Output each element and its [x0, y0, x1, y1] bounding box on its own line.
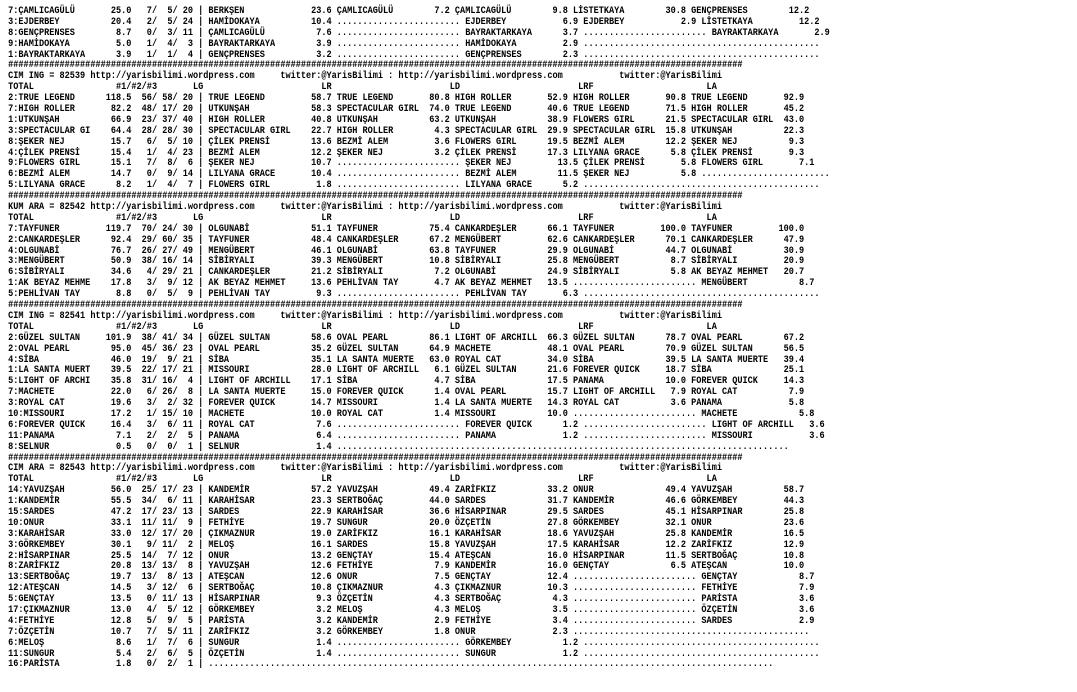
race-header: CIM ARA = 82543 http://yarisbilimi.wordpress.com twitter:@YarisBilimi : http://yarisbilimi.wordpress.com twitter:@YarisBilimi	[8, 462, 722, 475]
horse-row: 7:ÇAMLICAGÜLÜ 25.0 7/ 5/ 20 | BERKŞEN 23.6 ÇAMLICAGÜLÜ 7.2 ÇAMLICAGÜLÜ 9.8 LİSTETKAYA 30.8 GENÇPRENSES 12.2	[8, 5, 810, 17]
horse-row: 6:BEZMİ ALEM 14.7 0/ 9/ 14 | LILYANA GRACE 10.4 ........................ BEZMİ ALEM 11.5 ŞEKER NEJ 5.8 .........................	[8, 168, 830, 181]
horse-row: 1:AK BEYAZ MEHME 17.8 3/ 9/ 12 | AK BEYAZ MEHMET 13.6 PEHLİVAN TAY 4.7 AK BEYAZ MEHMET 13.5 ........................ MENGÜBERT 8.7	[8, 277, 815, 290]
horse-row: 3:GÖRKEMBEY 30.1 9/ 11/ 2 | MELOŞ 16.1 SARDES 15.8 YAVUZŞAH 17.5 KARAHİSAR 12.2 ZARİFKIZ 12.9	[8, 538, 805, 551]
horse-row: 6:MELOŞ 8.6 1/ 7/ 6 | SUNGUR 1.4 ........................ GÖRKEMBEY 1.2 ..............................................	[8, 636, 820, 649]
horse-row: 9:FLOWERS GIRL 15.1 7/ 8/ 6 | ŞEKER NEJ 10.7 ........................ ŞEKER NEJ 13.5 ÇİLEK PRENSİ 5.8 FLOWERS GIRL 7.1	[8, 157, 815, 170]
horse-row: 14:YAVUZŞAH 56.0 25/ 17/ 23 | KANDEMİR 57.2 YAVUZŞAH 49.4 ZARİFKIZ 33.2 ONUR 49.4 YAVUZŞAH 58.7	[8, 484, 805, 497]
column-header-row: TOTAL #1/#2/#3 LG LR LD LRF LA	[8, 211, 717, 224]
horse-row: 10:ONUR 33.1 11/ 11/ 9 | FETHİYE 19.7 SUNGUR 20.0 ÖZÇETİN 27.8 GÖRKEMBEY 32.1 ONUR 23.6	[8, 516, 805, 529]
horse-row: 3:KARAHİSAR 33.0 12/ 17/ 20 | ÇIKMAZNUR 19.0 ZARİFKIZ 16.1 KARAHİSAR 18.6 YAVUZŞAH 25.8 KANDEMİR 16.5	[8, 527, 805, 540]
horse-row: 3:EJDERBEY 20.4 2/ 5/ 24 | HAMİDOKAYA 10.4 ........................ EJDERBEY 6.9 EJDERBEY 2.9 LİSTETKAYA 12.2	[8, 15, 820, 28]
horse-row: 4:OLGUNABİ 76.7 26/ 27/ 49 | MENGÜBERT 46.1 OLGUNABİ 63.8 TAYFUNER 29.9 OLGUNABİ 44.7 OLGUNABİ 30.9	[8, 244, 805, 257]
horse-row: 2:OVAL PEARL 95.0 45/ 36/ 23 | OVAL PEARL 35.2 GÜZEL SULTAN 64.9 MACHETE 48.1 OVAL PEARL 70.9 GÜZEL SULTAN 56.5	[8, 342, 805, 355]
section-divider: ###############################################################################################################################################	[8, 451, 743, 464]
section-divider: ###############################################################################################################################################	[8, 190, 743, 203]
horse-row: 15:SARDES 47.2 17/ 23/ 13 | SARDES 22.9 KARAHİSAR 36.6 HİSARPINAR 29.5 SARDES 45.1 HİSARPINAR 25.8	[8, 505, 805, 518]
horse-row: 8:ZARİFKIZ 20.8 13/ 13/ 8 | YAVUZŞAH 12.6 FETHİYE 7.9 KANDEMİR 16.0 GENÇTAY 6.5 ATEŞCAN 10.0	[8, 560, 805, 573]
horse-row: 1:KANDEMİR 55.5 34/ 6/ 11 | KARAHİSAR 23.3 SERTBOĞAÇ 44.0 SARDES 31.7 KANDEMİR 46.6 GÖRKEMBEY 44.3	[8, 495, 805, 508]
column-header-row: TOTAL #1/#2/#3 LG LR LD LRF LA	[8, 81, 717, 94]
horse-row: 8:SELNUR 0.5 0/ 0/ 1 | SELNUR 1.4 ........................................................................................	[8, 440, 789, 453]
horse-row: 5:PEHLİVAN TAY 8.8 0/ 5/ 9 | PEHLİVAN TAY 9.3 ........................ PEHLİVAN TAY 6.3 ..............................................	[8, 288, 820, 301]
horse-row: 8:GENÇPRENSES 8.7 0/ 3/ 11 | ÇAMLICAGÜLÜ 7.6 ........................ BAYRAKTARKAYA 3.7 ........................ BAYRAKTARKAYA 2.9	[8, 26, 830, 39]
horse-row: 5:GENÇTAY 13.5 0/ 11/ 13 | HİSARPINAR 9.3 ÖZÇETİN 4.3 SERTBOĞAÇ 4.3 ........................ PARİSTA 3.6	[8, 593, 815, 606]
horse-row: 7:MACHETE 22.0 6/ 26/ 8 | LA SANTA MUERTE 15.0 FOREVER QUICK 1.4 OVAL PEARL 15.7 LIGHT OF ARCHILL 7.9 ROYAL CAT 7.9	[8, 386, 805, 399]
column-header-row: TOTAL #1/#2/#3 LG LR LD LRF LA	[8, 320, 717, 333]
horse-row: 16:PARİSTA 1.8 0/ 2/ 1 | ..............................................................................................................	[8, 658, 774, 671]
horse-row: 4:ÇİLEK PRENSİ 15.4 1/ 4/ 23 | BEZMİ ALEM 12.2 ŞEKER NEJ 3.2 ÇİLEK PRENSİ 17.3 LILYANA GRACE 5.8 ÇİLEK PRENSİ 9.3	[8, 146, 805, 159]
horse-row: 17:ÇIKMAZNUR 13.0 4/ 5/ 12 | GÖRKEMBEY 3.2 MELOŞ 4.3 MELOŞ 3.5 ........................ ÖZÇETİN 3.6	[8, 603, 815, 616]
horse-row: 3:MENGÜBERT 50.9 38/ 16/ 14 | SİBİRYALI 39.3 MENGÜBERT 10.8 SİBİRYALI 25.8 MENGÜBERT 8.7 SİBİRYALI 20.9	[8, 255, 805, 268]
horse-row: 7:HIGH ROLLER 82.2 48/ 17/ 20 | UTKUNŞAH 58.3 SPECTACULAR GIRL 74.0 TRUE LEGEND 40.6 TRUE LEGEND 71.5 HIGH ROLLER 45.2	[8, 103, 805, 116]
race-header: CIM ING = 82539 http://yarisbilimi.wordpress.com twitter:@YarisBilimi : http://yarisbilimi.wordpress.com twitter:@YarisBilimi	[8, 70, 722, 83]
horse-row: 3:SPECTACULAR GI 64.4 28/ 28/ 30 | SPECTACULAR GIRL 22.7 HIGH ROLLER 4.3 SPECTACULAR GIRL 29.9 SPECTACULAR GIRL 15.8 UTKUNŞAH 22.3	[8, 124, 805, 137]
horse-row: 10:MISSOURI 17.2 1/ 15/ 10 | MACHETE 10.0 ROYAL CAT 1.4 MISSOURI 10.0 ........................ MACHETE 5.8	[8, 407, 815, 420]
horse-row: 11:SUNGUR 5.4 2/ 6/ 5 | ÖZÇETİN 1.4 ........................ SUNGUR 1.2 ..............................................	[8, 647, 820, 660]
race-header: KUM ARA = 82542 http://yarisbilimi.wordpress.com twitter:@YarisBilimi : http://yarisbilimi.wordpress.com twitter:@YarisBilimi	[8, 201, 722, 214]
column-header-row: TOTAL #1/#2/#3 LG LR LD LRF LA	[8, 473, 717, 486]
horse-row: 5:LILYANA GRACE 8.2 1/ 4/ 7 | FLOWERS GIRL 1.8 ........................ LILYANA GRACE 5.2 ..............................................	[8, 179, 820, 192]
horse-row: 5:LIGHT OF ARCHI 35.8 31/ 16/ 4 | LIGHT OF ARCHILL 17.1 SİBA 4.7 SİBA 17.5 PANAMA 10.0 FOREVER QUICK 14.3	[8, 375, 805, 388]
horse-row: 4:FETHİYE 12.8 5/ 9/ 5 | PARİSTA 3.2 KANDEMİR 2.9 FETHİYE 3.4 ........................ SARDES 2.9	[8, 614, 815, 627]
horse-row: 11:PANAMA 7.1 2/ 2/ 5 | PANAMA 6.4 ........................ PANAMA 1.2 ........................ MISSOURI 3.6	[8, 429, 825, 442]
horse-row: 9:HAMİDOKAYA 5.0 1/ 4/ 3 | BAYRAKTARKAYA 3.9 ........................ HAMİDOKAYA 2.9 ..............................................	[8, 37, 820, 50]
horse-row: 13:SERTBOĞAÇ 19.7 13/ 8/ 13 | ATEŞCAN 12.6 ONUR 7.5 GENÇTAY 12.4 ........................ GENÇTAY 8.7	[8, 571, 815, 584]
horse-row: 4:SİBA 46.0 19/ 9/ 21 | SİBA 35.1 LA SANTA MUERTE 63.0 ROYAL CAT 34.0 SİBA 39.5 LA SANTA MUERTE 39.4	[8, 353, 805, 366]
horse-row: 7:TAYFUNER 119.7 70/ 24/ 30 | OLGUNABİ 51.1 TAYFUNER 75.4 CANKARDEŞLER 66.1 TAYFUNER 100.0 TAYFUNER 100.0	[8, 222, 805, 235]
horse-row: 8:ŞEKER NEJ 15.7 6/ 5/ 10 | ÇİLEK PRENSİ 13.6 BEZMİ ALEM 3.6 FLOWERS GIRL 19.5 BEZMİ ALEM 12.2 ŞEKER NEJ 9.3	[8, 135, 805, 148]
horse-row: 2:GÜZEL SULTAN 101.9 38/ 41/ 34 | GÜZEL SULTAN 58.6 OVAL PEARL 86.1 LIGHT OF ARCHILL 66.3 GÜZEL SULTAN 78.7 OVAL PEARL 67.2	[8, 331, 805, 344]
horse-row: 2:CANKARDEŞLER 92.4 29/ 60/ 35 | TAYFUNER 48.4 CANKARDEŞLER 67.2 MENGÜBERT 62.6 CANKARDEŞLER 70.1 CANKARDEŞLER 47.9	[8, 233, 805, 246]
section-divider: ###############################################################################################################################################	[8, 299, 743, 312]
horse-row: 7:ÖZÇETİN 10.7 7/ 5/ 11 | ZARİFKIZ 3.2 GÖRKEMBEY 1.8 ONUR 2.3 ..............................................	[8, 625, 810, 638]
race-header: CIM ING = 82541 http://yarisbilimi.wordpress.com twitter:@YarisBilimi : http://yarisbilimi.wordpress.com twitter:@YarisBilimi	[8, 309, 722, 322]
horse-row: 2:TRUE LEGEND 118.5 56/ 58/ 20 | TRUE LEGEND 58.7 TRUE LEGEND 80.8 HIGH ROLLER 52.9 HIGH ROLLER 90.8 TRUE LEGEND 92.9	[8, 92, 805, 105]
horse-row: 6:FOREVER QUICK 16.4 3/ 6/ 11 | ROYAL CAT 7.6 ........................ FOREVER QUICK 1.2 ........................ LIGHT OF ARCHILL 3.6	[8, 418, 825, 431]
section-divider: ###############################################################################################################################################	[8, 59, 743, 72]
horse-row: 3:ROYAL CAT 19.6 3/ 2/ 32 | FOREVER QUICK 14.7 MISSOURI 1.4 LA SANTA MUERTE 14.3 ROYAL CAT 3.6 PANAMA 5.8	[8, 397, 805, 410]
horse-row: 1:BAYRAKTARKAYA 3.9 1/ 1/ 4 | GENÇPRENSES 3.2 ........................ GENÇPRENSES 2.3 ..............................................	[8, 48, 820, 61]
horse-row: 1:LA SANTA MUERT 39.5 22/ 17/ 21 | MISSOURI 28.0 LIGHT OF ARCHILL 6.1 GÜZEL SULTAN 21.6 FOREVER QUICK 18.7 SİBA 25.1	[8, 364, 805, 377]
horse-row: 6:SİBİRYALI 34.6 4/ 29/ 21 | CANKARDEŞLER 21.2 SİBİRYALI 7.2 OLGUNABİ 24.9 SİBİRYALI 5.8 AK BEYAZ MEHMET 20.7	[8, 266, 805, 279]
horse-row: 2:HİSARPINAR 25.5 14/ 7/ 12 | ONUR 13.2 GENÇTAY 15.4 ATEŞCAN 16.0 HİSARPINAR 11.5 SERTBOĞAÇ 10.8	[8, 549, 805, 562]
horse-row: 12:ATEŞCAN 14.5 3/ 12/ 6 | SERTBOĞAÇ 10.8 ÇIKMAZNUR 4.3 ÇIKMAZNUR 10.3 ........................ FETHİYE 7.9	[8, 582, 815, 595]
horse-row: 1:UTKUNŞAH 66.9 23/ 37/ 40 | HIGH ROLLER 40.8 UTKUNŞAH 63.2 UTKUNŞAH 38.9 FLOWERS GIRL 21.5 SPECTACULAR GIRL 43.0	[8, 113, 805, 126]
